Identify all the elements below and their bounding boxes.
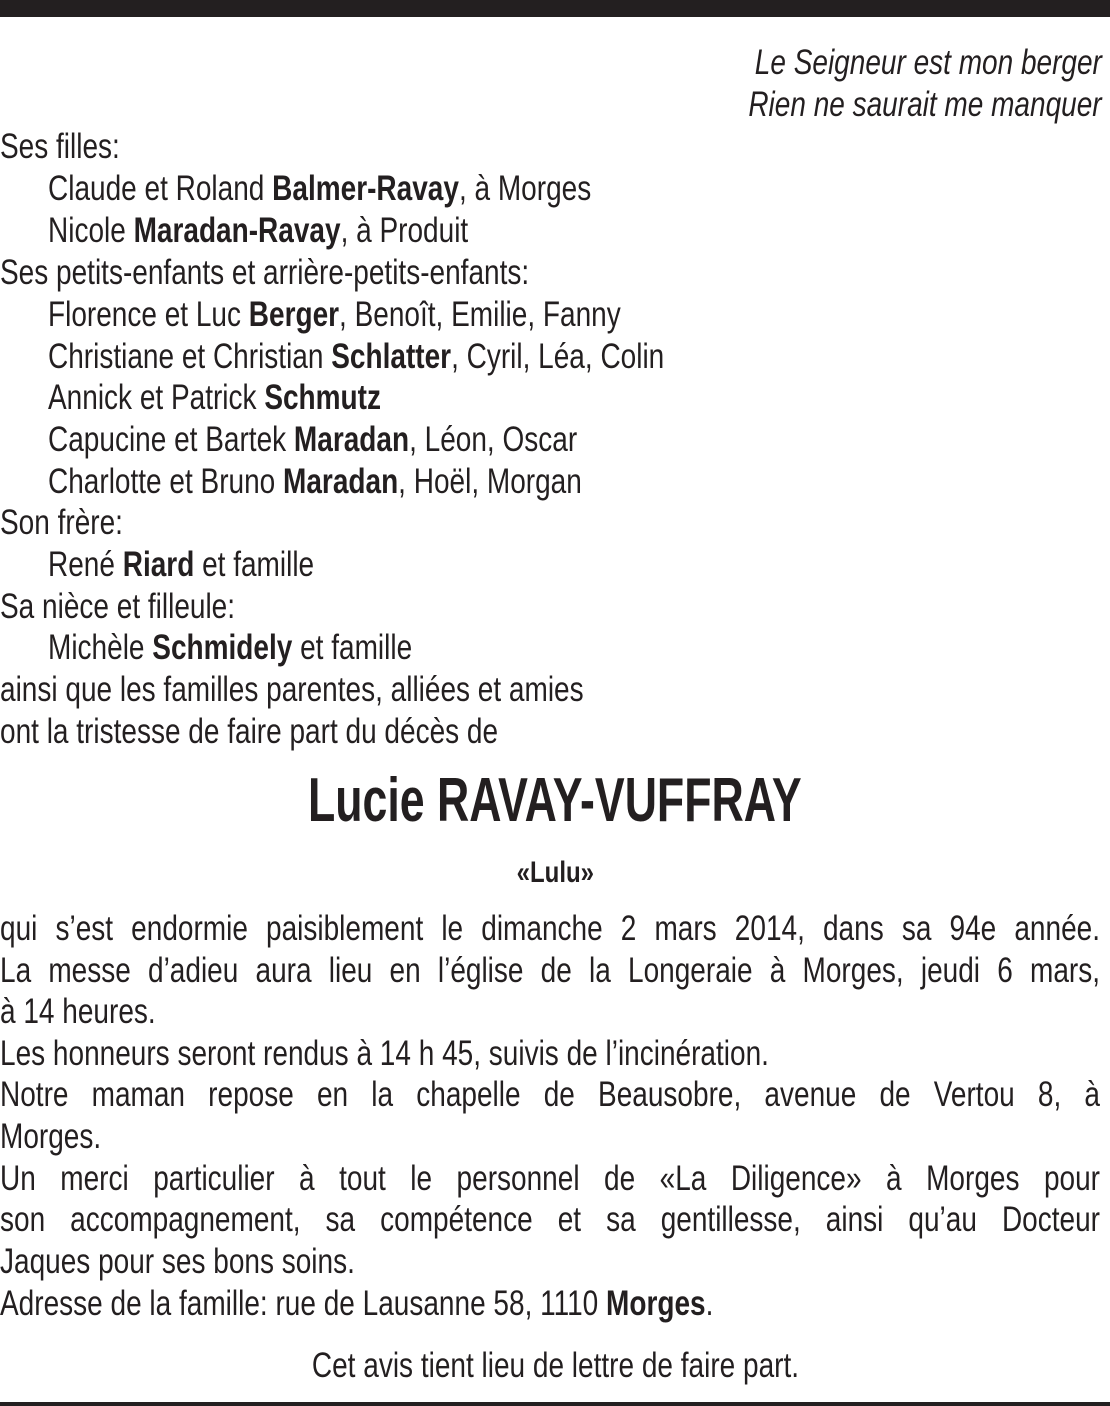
text: Michèle [48,628,153,667]
nickname [0,852,1110,894]
niece-entry [48,627,412,669]
text: Claude et Roland [48,169,273,208]
text: , Cyril, Léa, Colin [451,337,665,376]
text: René [48,545,123,584]
surname: Berger [248,295,340,334]
text: , à Produit [340,211,469,250]
text: , Benoît, Emilie, Fanny [339,295,621,334]
daughter-entry [48,210,468,252]
deceased-name [0,766,1110,836]
text: Charlotte et Bruno [48,462,284,501]
grandchild-entry [48,294,621,336]
footer-note [0,1345,1110,1387]
body-line: Notre maman repose en la chapelle de Beausobre, avenue de Vertou 8, à [0,1075,1100,1114]
daughter-entry [48,168,591,210]
city: Morges [606,1284,706,1323]
text: Florence et Luc [48,295,249,334]
text: , Hoël, Morgan [398,462,582,501]
footer-text: Cet avis tient lieu de lettre de faire part. [311,1346,799,1385]
text: et famille [194,545,315,584]
body-line: Morges. [0,1117,102,1156]
surname: Schlatter [331,337,452,376]
surname: Riard [122,545,195,584]
top-rule [0,0,1110,17]
brother-label: Son frère: [0,503,123,542]
body-line: Les honneurs seront rendus à 14 h 45, suivis de l’incinération. [0,1034,769,1073]
grandchildren-label: Ses petits-enfants et arrière-petits-enfants: [0,253,530,292]
surname: Maradan-Ravay [133,211,341,250]
text: et famille [292,628,413,667]
grandchild-entry [48,419,577,461]
text: Annick et Patrick [48,378,265,417]
family-address [0,1283,713,1325]
daughters-label: Ses filles: [0,127,120,166]
grandchild-entry [48,461,582,503]
surname: Schmutz [264,378,381,417]
verse-line-1: Le Seigneur est mon berger [754,43,1102,82]
body-line: Jaques pour ses bons soins. [0,1242,355,1281]
text: Christiane et Christian [48,337,332,376]
grandchild-entry [48,377,381,419]
body-line: Un merci particulier à tout le personnel de «La Diligence» à Morges pour [0,1159,1100,1198]
text: . [705,1284,714,1323]
nickname-text: «Lulu» [516,856,594,889]
grandchild-entry [48,336,664,378]
text: Adresse de la famille: rue de Lausanne 58, 1110 [0,1284,607,1323]
text: , à Morges [458,169,592,208]
body-line: son accompagnement, sa compétence et sa gentillesse, ainsi qu’au Docteur [0,1200,1100,1239]
bottom-rule [0,1402,1110,1406]
body-line: qui s’est endormie paisiblement le dimanche 2 mars 2014, dans sa 94e année. [0,909,1100,948]
surname: Maradan [283,462,399,501]
brother-entry [48,544,314,586]
verse-line-2: Rien ne saurait me manquer [748,85,1102,124]
body-line: La messe d’adieu aura lieu en l’église de la Longeraie à Morges, jeudi 6 mars, [0,951,1100,990]
text: , Léon, Oscar [409,420,578,459]
name-text: Lucie RAVAY-VUFFRAY [308,766,802,835]
surname: Maradan [293,420,410,459]
body-line: à 14 heures. [0,992,156,1031]
surname: Schmidely [152,628,293,667]
closing-line-2: ont la tristesse de faire part du décès de [0,712,499,751]
surname: Balmer-Ravay [272,169,459,208]
text: Nicole [48,211,134,250]
closing-line-1: ainsi que les familles parentes, alliées et amies [0,670,584,709]
niece-label: Sa nièce et filleule: [0,587,236,626]
text: Capucine et Bartek [48,420,294,459]
